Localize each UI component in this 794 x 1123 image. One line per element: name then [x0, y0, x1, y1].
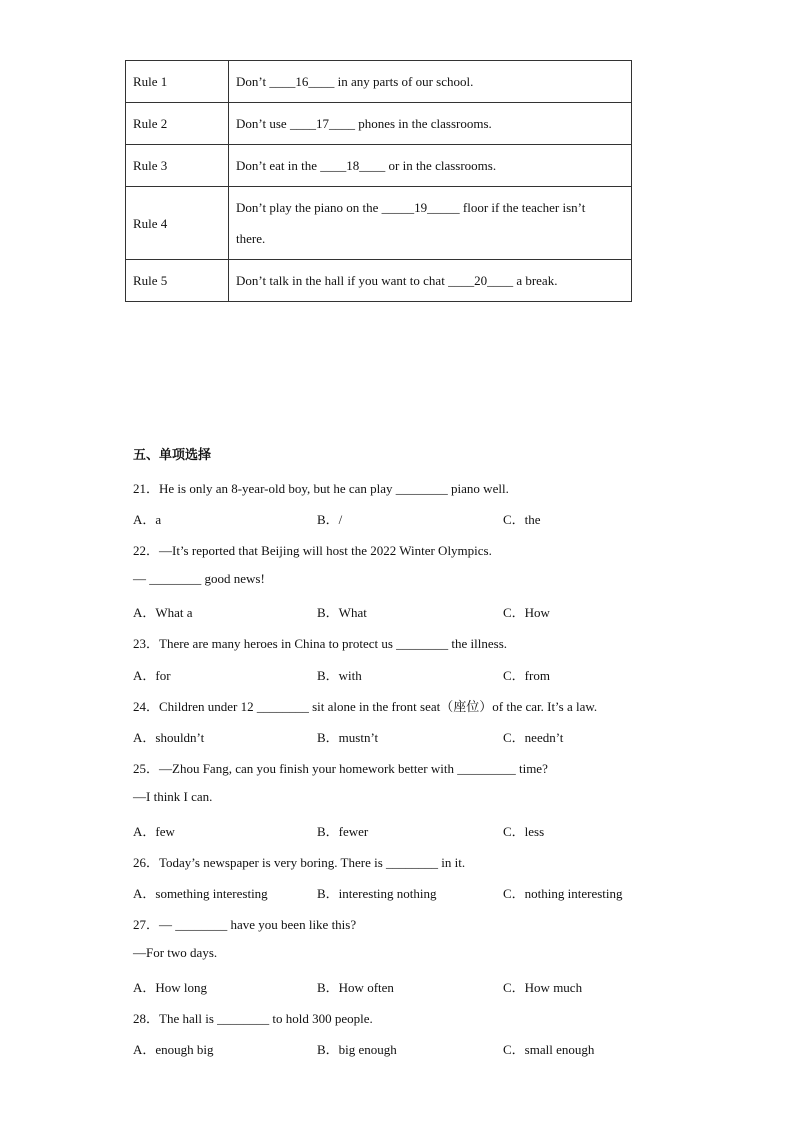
rule-text-continued: there.	[236, 231, 266, 246]
option-a: A．enough big	[133, 1042, 214, 1057]
rule-text-after: phones in the classrooms.	[354, 116, 492, 131]
option-c: C．from	[503, 668, 550, 683]
question-stem-continued: —For two days.	[133, 945, 218, 960]
question-stem: 28．The hall is ________ to hold 300 people.	[133, 1011, 373, 1026]
option-b: B．/	[317, 512, 343, 527]
option-c: C．small enough	[503, 1042, 595, 1057]
rule-text-before: Don’t talk in the hall if you want to chat	[236, 273, 449, 288]
table-row	[126, 260, 632, 302]
question-stem: 26．Today’s newspaper is very boring. There is ________ in it.	[133, 855, 466, 870]
option-b: B．What	[317, 605, 367, 620]
option-b: B．with	[317, 668, 362, 683]
option-b: B．How often	[317, 980, 394, 995]
question-stem-continued: — ________ good news!	[133, 571, 265, 586]
table-row	[126, 103, 632, 145]
option-a: A．What a	[133, 605, 193, 620]
option-c: C．How	[503, 605, 550, 620]
table-row	[126, 145, 632, 187]
question-stem: 25．—Zhou Fang, can you finish your homework better with _________ time?	[133, 761, 548, 776]
table-row	[126, 61, 632, 103]
option-c: C．the	[503, 512, 541, 527]
rule-text-after: a break.	[513, 273, 558, 288]
table-row	[126, 187, 632, 260]
rule-label: Rule 4	[126, 187, 229, 260]
rule-blank: ____20____	[448, 273, 514, 288]
option-b: B．big enough	[317, 1042, 397, 1057]
option-a: A．shouldn’t	[133, 730, 205, 745]
section-title: 五、单项选择	[133, 448, 212, 463]
question-stem: 21．He is only an 8-year-old boy, but he can play ________ piano well.	[133, 481, 509, 496]
question-stem: 23．There are many heroes in China to protect us ________ the illness.	[133, 636, 508, 651]
option-b: B．fewer	[317, 824, 369, 839]
question-stem: 22．—It’s reported that Beijing will host the 2022 Winter Olympics.	[133, 543, 492, 558]
option-b: B．mustn’t	[317, 730, 379, 745]
option-a: A．something interesting	[133, 886, 268, 901]
rule-blank: ____17____	[289, 116, 355, 131]
rule-text-after: in any parts of our school.	[334, 74, 474, 89]
rule-label: Rule 1	[126, 61, 229, 103]
question-stem: 27．— ________ have you been like this?	[133, 917, 357, 932]
rule-blank: _____19_____	[381, 200, 460, 215]
rules-table	[125, 60, 632, 302]
rule-text-before: Don’t eat in the	[236, 158, 321, 173]
question-stem: 24．Children under 12 ________ sit alone in the front seat（座位）of the car. It’s a law.	[133, 699, 598, 714]
option-a: A．How long	[133, 980, 208, 995]
rule-text-before: Don’t use	[236, 116, 290, 131]
option-c: C．nothing interesting	[503, 886, 623, 901]
rule-text	[229, 187, 632, 260]
option-c: C．needn’t	[503, 730, 564, 745]
rule-label: Rule 5	[126, 260, 229, 302]
rule-text-before: Don’t	[236, 74, 270, 89]
rule-label: Rule 2	[126, 103, 229, 145]
option-c: C．How much	[503, 980, 583, 995]
rule-blank: ____16____	[269, 74, 335, 89]
rule-text	[229, 145, 632, 187]
rule-blank: ____18____	[320, 158, 386, 173]
option-a: A．a	[133, 512, 162, 527]
rule-text-after: floor if the teacher isn’t	[459, 200, 586, 215]
option-a: A．few	[133, 824, 175, 839]
option-b: B．interesting nothing	[317, 886, 437, 901]
option-c: C．less	[503, 824, 545, 839]
question-stem-continued: —I think I can.	[133, 789, 213, 804]
rule-text	[229, 61, 632, 103]
rule-label: Rule 3	[126, 145, 229, 187]
rule-text-before: Don’t play the piano on the	[236, 200, 382, 215]
rule-text-after: or in the classrooms.	[385, 158, 497, 173]
rule-text	[229, 103, 632, 145]
rule-text	[229, 260, 632, 302]
option-a: A．for	[133, 668, 171, 683]
